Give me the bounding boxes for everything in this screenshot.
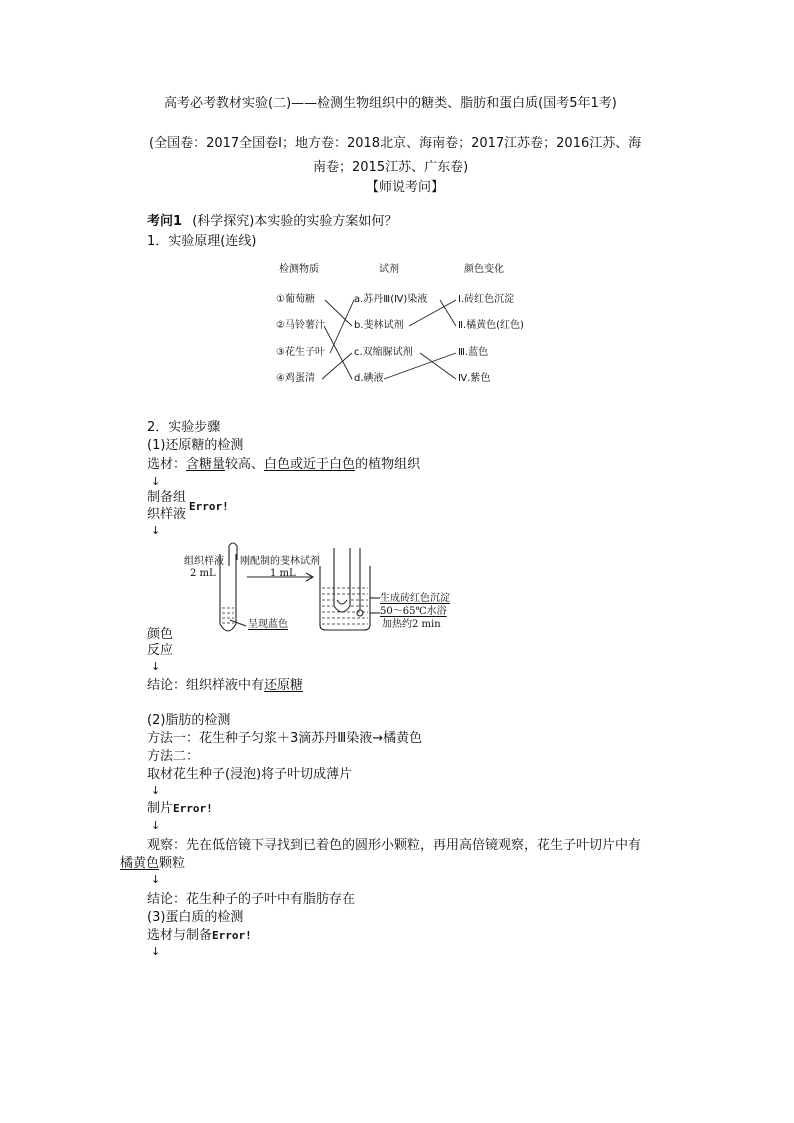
- sugar-react-line-2: 反应: [147, 643, 174, 658]
- sugar-prep-line-1: 制备组: [147, 490, 187, 505]
- label-bath: 50～65℃水浴: [380, 606, 447, 617]
- label-precip: 生成砖红色沉淀: [380, 593, 450, 604]
- protein-select: 选材与制备Error!: [147, 928, 252, 943]
- arrow-down-icon: ↓: [151, 475, 161, 488]
- label-sample-vol: 2 mL: [190, 568, 216, 579]
- sugar-prep-line-2: 织样液: [147, 507, 187, 522]
- arrow-down-icon: ↓: [151, 524, 161, 537]
- col-reagent: 试剂: [379, 264, 399, 275]
- sugar-react-line-1: 颜色: [147, 627, 174, 642]
- question-text: (科学探究)本实验的实验方案如何？: [192, 214, 398, 229]
- substance-glucose: ①葡萄糖: [276, 294, 315, 305]
- reagent-fehling: b.斐林试剂: [354, 320, 404, 331]
- arrow-down-icon: ↓: [151, 784, 161, 797]
- sugar-heading: (1)还原糖的检测: [147, 438, 244, 453]
- sugar-conclusion: 结论：组织样液中有还原糖: [147, 678, 304, 693]
- fat-slide: 制片Error!: [147, 801, 213, 816]
- fat-observe-line-2: 橘黄色颗粒: [120, 856, 186, 871]
- fat-conclusion: 结论：花生种子的子叶中有脂肪存在: [147, 892, 356, 907]
- color-blue: Ⅲ.蓝色: [458, 347, 489, 358]
- sources-line-1: (全国卷：2017全国卷Ⅰ；地方卷：2018北京、海南卷；2017江苏卷；2016江苏、海: [149, 136, 642, 151]
- label-blue: 呈现蓝色: [248, 619, 288, 630]
- fat-method-2: 方法二：: [147, 749, 200, 764]
- sugar-select: 选材：含糖量较高、白色或近于白色的植物组织: [147, 457, 421, 472]
- color-purple: Ⅳ.紫色: [458, 373, 491, 384]
- reagent-sudan: a.苏丹Ⅲ(Ⅳ)染液: [354, 294, 428, 305]
- beaker: [320, 566, 370, 630]
- substance-potato: ②马铃薯汁: [276, 320, 325, 331]
- steps-heading: 2．实验步骤: [147, 420, 221, 435]
- label-reagent-vol: 1 mL: [270, 568, 296, 579]
- col-substance: 检测物质: [279, 264, 319, 275]
- fat-method-1: 方法一：花生种子匀浆＋3滴苏丹Ⅲ染液→橘黄色: [147, 731, 423, 746]
- principle-heading: 1．实验原理(连线): [147, 234, 257, 249]
- reagent-iodine: d.碘液: [354, 373, 384, 384]
- fat-heading: (2)脂肪的检测: [147, 713, 231, 728]
- protein-heading: (3)蛋白质的检测: [147, 910, 244, 925]
- error-text: Error!: [189, 500, 229, 513]
- label-reagent: 刚配制的斐林试剂: [240, 556, 320, 567]
- substance-peanut: ③花生子叶: [276, 347, 325, 358]
- question-label: 考问1: [147, 214, 183, 229]
- col-color: 颜色变化: [464, 264, 504, 275]
- color-brick-red: Ⅰ.砖红色沉淀: [458, 294, 515, 305]
- right-test-tube: [334, 548, 350, 612]
- label-heat: 加热约2 min: [382, 619, 441, 630]
- arrow-down-icon: ↓: [151, 945, 161, 958]
- section-heading: 【师说考问】: [366, 180, 445, 195]
- sources-line-2: 南卷；2015江苏、广东卷): [313, 160, 469, 175]
- arrow-down-icon: ↓: [151, 819, 161, 832]
- fat-observe-line-1: 观察：先在低倍镜下寻找到已着色的圆形小颗粒，再用高倍镜观察，花生子叶切片中有: [147, 838, 642, 853]
- substance-egg: ④鸡蛋清: [276, 373, 315, 384]
- color-orange: Ⅱ.橘黄色(红色): [458, 320, 524, 331]
- page-title: 高考必考教材实验(二)——检测生物组织中的糖类、脂肪和蛋白质(国考5年1考): [164, 96, 617, 111]
- arrow-down-icon: ↓: [151, 660, 161, 673]
- reagent-biuret: c.双缩脲试剂: [354, 347, 413, 358]
- fat-take: 取材花生种子(浸泡)将子叶切成薄片: [147, 767, 353, 782]
- arrow-down-icon: ↓: [151, 873, 161, 886]
- label-sample: 组织样液: [184, 556, 224, 567]
